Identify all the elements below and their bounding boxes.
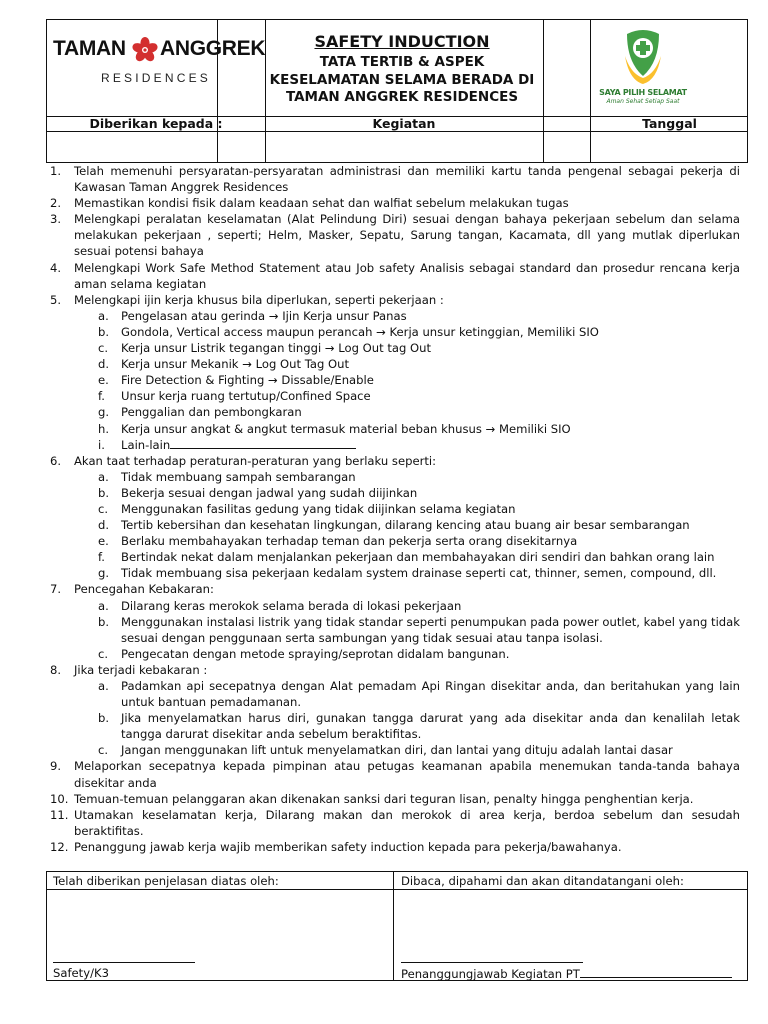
- rule-text: Melaporkan secepatnya kepada pimpinan atau petugas keamanan apabila menemukan tanda-tanda bahaya disekitar anda: [74, 759, 740, 790]
- logo-word-anggrek: ANGGREK: [160, 37, 266, 60]
- badge-title: SAYA PILIH SELAMAT: [599, 88, 687, 97]
- logo-subtitle: RESIDENCES: [100, 71, 212, 85]
- subitem-letter: i.: [98, 437, 105, 452]
- rule-subitem: [50, 485, 740, 501]
- subitem-letter: g.: [98, 566, 110, 581]
- signature-right-role: [401, 966, 732, 981]
- signature-line-left: [53, 962, 195, 963]
- rule-subitem: [50, 324, 740, 340]
- signature-row-divider: [47, 889, 747, 890]
- rule-item: [50, 581, 740, 597]
- subitem-letter: b.: [98, 485, 110, 500]
- subitem-text: Tertib kebersihan dan kesehatan lingkungan, dilarang kencing atau buang air besar sembarangan: [121, 518, 690, 533]
- rule-number: 12.: [50, 839, 69, 854]
- subitem-letter: f.: [98, 389, 105, 404]
- logo-word-taman: TAMAN: [53, 37, 126, 60]
- subitem-text: Menggunakan fasilitas gedung yang tidak diijinkan selama kegiatan: [121, 501, 516, 516]
- subitem-text: Kerja unsur Listrik tegangan tinggi → Log Out tag Out: [121, 341, 432, 356]
- rule-item: [50, 292, 740, 308]
- rule-subitem: [50, 372, 740, 388]
- subitem-text-wrap: [121, 614, 740, 646]
- subitem-text-wrap: [121, 501, 740, 517]
- rule-text: Utamakan keselamatan kerja, Dilarang makan dan merokok di area kerja, berdoa sebelum dan sesudah beraktifitas.: [74, 807, 740, 838]
- subitem-letter: g.: [98, 405, 110, 420]
- subitem-letter: d.: [98, 357, 110, 372]
- taman-anggrek-logo: [51, 37, 266, 109]
- rule-subitem: [50, 308, 740, 324]
- column-header-diberikan: Diberikan kepada :: [89, 116, 223, 131]
- rule-subitem: [50, 533, 740, 549]
- subitem-text-wrap: [121, 517, 740, 533]
- subitem-text-wrap: [121, 388, 740, 404]
- rule-number: 8.: [50, 662, 62, 677]
- subitem-text: Pengecatan dengan metode spraying/seprotan didalam bangunan.: [121, 646, 510, 661]
- subitem-text: Jika menyelamatkan harus diri, gunakan tangga darurat yang ada disekitar anda dan kenalilah letak tangga darurat disekitar anda sebelum beraktifitas.: [121, 711, 740, 742]
- rule-subitem: [50, 646, 740, 662]
- rule-subitem: [50, 421, 740, 437]
- rule-subitem: [50, 340, 740, 356]
- rule-text: Melengkapi ijin kerja khusus bila diperlukan, seperti pekerjaan :: [74, 292, 444, 307]
- subitem-letter: a.: [98, 598, 109, 613]
- rule-item: [50, 839, 740, 855]
- rule-item: [50, 195, 740, 211]
- subitem-letter: b.: [98, 614, 110, 629]
- subitem-letter: b.: [98, 711, 110, 726]
- signature-right-heading: Dibaca, dipahami dan akan ditandatangani oleh:: [401, 874, 684, 888]
- title-line: TAMAN ANGGREK RESIDENCES: [285, 89, 519, 105]
- subitem-text: Padamkan api secepatnya dengan Alat pemadam Api Ringan disekitar anda, dan beritahukan yang lain untuk bantuan pemadamanan.: [121, 679, 740, 710]
- rule-subitem: [50, 742, 740, 758]
- title-line: TATA TERTIB & ASPEK: [319, 54, 485, 70]
- rule-number: 10.: [50, 791, 69, 806]
- subitem-text-wrap: [121, 437, 740, 453]
- rule-subitem: [50, 469, 740, 485]
- subitem-text-wrap: [121, 678, 740, 710]
- subitem-letter: e.: [98, 534, 109, 549]
- company-name-blank[interactable]: [580, 966, 732, 978]
- rule-item: [50, 758, 740, 790]
- subitem-letter: d.: [98, 518, 110, 533]
- subitem-text: Bekerja sesuai dengan jadwal yang sudah diijinkan: [121, 485, 418, 500]
- subitem-text: Pengelasan atau gerinda → Ijin Kerja unsur Panas: [121, 308, 407, 323]
- rule-number: 6.: [50, 453, 62, 468]
- subitem-text-wrap: [121, 565, 740, 581]
- rule-subitem: [50, 710, 740, 742]
- rule-subitem: [50, 501, 740, 517]
- subitem-text-wrap: [121, 469, 740, 485]
- rule-item: [50, 163, 740, 195]
- rule-number: 11.: [50, 807, 69, 822]
- subitem-letter: c.: [98, 646, 109, 661]
- subitem-text: Fire Detection & Fighting → Dissable/Enable: [121, 373, 374, 388]
- subitem-letter: a.: [98, 308, 109, 323]
- subitem-text-wrap: [121, 372, 740, 388]
- signature-left-role: Safety/K3: [53, 966, 109, 980]
- subitem-letter: e.: [98, 373, 109, 388]
- rule-number: 7.: [50, 582, 62, 597]
- subitem-text: Kerja unsur angkat & angkut termasuk material beban khusus → Memiliki SIO: [121, 421, 571, 436]
- subitem-letter: c.: [98, 341, 109, 356]
- title-main: SAFETY INDUCTION: [314, 32, 490, 51]
- rule-subitem: [50, 356, 740, 372]
- subitem-text-wrap: [121, 421, 740, 437]
- rule-text: Pencegahan Kebakaran:: [74, 582, 214, 597]
- rule-item: [50, 791, 740, 807]
- subitem-letter: b.: [98, 324, 110, 339]
- title-line: KESELAMATAN SELAMA BERADA DI: [269, 71, 535, 88]
- rule-number: 3.: [50, 212, 62, 227]
- rule-text: Jika terjadi kebakaran :: [74, 662, 208, 677]
- rule-number: 2.: [50, 196, 62, 211]
- orchid-flower-icon: [132, 37, 158, 63]
- subitem-letter: c.: [98, 501, 109, 516]
- column-header-kegiatan: Kegiatan: [372, 116, 436, 131]
- subitem-text: Jangan menggunakan lift untuk menyelamatkan diri, dan lantai yang dituju adalah lantai dasar: [121, 743, 673, 758]
- rule-subitem: [50, 549, 740, 565]
- rule-subitem: [50, 517, 740, 533]
- subitem-text-wrap: [121, 324, 740, 340]
- subitem-text: Tidak membuang sampah sembarangan: [121, 469, 356, 484]
- rule-text: Memastikan kondisi fisik dalam keadaan sehat dan walfiat sebelum melakukan tugas: [74, 196, 569, 211]
- rule-text: Penanggung jawab kerja wajib memberikan safety induction kepada para pekerja/bawahanya.: [74, 839, 622, 854]
- rule-subitem: [50, 614, 740, 646]
- rule-item: [50, 453, 740, 469]
- header-divider: [543, 20, 544, 162]
- subitem-letter: f.: [98, 550, 105, 565]
- rule-text: Temuan-temuan pelanggaran akan dikenakan sanksi dari teguran lisan, penalty hingga penghentian kerja.: [74, 791, 694, 806]
- header-divider: [590, 20, 591, 162]
- column-header-tanggal: Tanggal: [642, 116, 697, 131]
- subitem-letter: a.: [98, 679, 109, 693]
- rule-number: 5.: [50, 292, 62, 307]
- badge-tagline: Aman Sehat Setiap Saat: [606, 98, 680, 105]
- subitem-letter: c.: [98, 743, 109, 758]
- document-title: [267, 32, 537, 107]
- shield-cross-icon: [623, 26, 663, 86]
- rule-number: 9.: [50, 759, 62, 774]
- subitem-text: Lain-lain: [121, 437, 171, 452]
- rule-text: Melengkapi Work Safe Method Statement atau Job safety Analisis sebagai standard dan prosedur rencana kerja aman selama kegiatan: [74, 260, 740, 291]
- rule-text: Melengkapi peralatan keselamatan (Alat Pelindung Diri) sesuai dengan bahaya pekerjaan sebelum dan selama melakukan pekerjaan , seperti; Helm, Masker, Sepatu, Sarung tangan, Kacamata, dll yang mutlak diperlukan sesuai potensi bahaya: [74, 212, 740, 259]
- rule-text: Telah memenuhi persyaratan-persyaratan administrasi dan memiliki kartu tanda pengenal sebagai pekerja di Kawasan Taman Anggrek Residences: [74, 164, 740, 195]
- subitem-text-wrap: [121, 742, 740, 758]
- signature-left-heading: Telah diberikan penjelasan diatas oleh:: [53, 874, 279, 888]
- subitem-text: Menggunakan instalasi listrik yang tidak standar seperti penumpukan pada power outlet, kabel yang tidak sesuai dengan penggunaan serta sambungan yang tidak sesuai atau tanpa isolasi.: [121, 614, 740, 645]
- rule-subitem: [50, 678, 740, 710]
- subitem-text: Tidak membuang sisa pekerjaan kedalam system drainase seperti cat, thinner, semen, compound, dll.: [121, 566, 717, 581]
- header-table: [46, 19, 748, 163]
- signature-line-right: [401, 962, 583, 963]
- rule-item: [50, 211, 740, 259]
- subitem-text-wrap: [121, 598, 740, 614]
- rule-subitem: [50, 565, 740, 581]
- header-row-divider: [47, 131, 747, 132]
- subitem-text: Kerja unsur Mekanik → Log Out Tag Out: [121, 357, 350, 372]
- subitem-text-wrap: [121, 533, 740, 549]
- subitem-text: Gondola, Vertical access maupun perancah → Kerja unsur ketinggian, Memiliki SIO: [121, 324, 599, 339]
- rules-list: [50, 163, 740, 855]
- rule-number: 4.: [50, 260, 62, 275]
- subitem-text-wrap: [121, 308, 740, 324]
- subitem-letter: h.: [98, 421, 110, 436]
- rule-text: Akan taat terhadap peraturan-peraturan yang berlaku seperti:: [74, 453, 437, 468]
- signature-right-role-text: Penanggungjawab Kegiatan PT: [401, 967, 580, 981]
- subitem-text: Unsur kerja ruang tertutup/Confined Space: [121, 389, 371, 404]
- saya-pilih-selamat-badge: [595, 24, 691, 112]
- rule-subitem: [50, 437, 740, 453]
- fill-in-blank[interactable]: [170, 438, 356, 449]
- subitem-text-wrap: [121, 646, 740, 662]
- rule-subitem: [50, 388, 740, 404]
- subitem-text: Berlaku membahayakan terhadap teman dan pekerja serta orang disekitarnya: [121, 534, 578, 549]
- signature-table: [46, 871, 748, 981]
- rule-subitem: [50, 404, 740, 420]
- rule-item: [50, 662, 740, 678]
- subitem-text-wrap: [121, 710, 740, 742]
- subitem-text-wrap: [121, 404, 740, 420]
- rule-number: 1.: [50, 164, 62, 178]
- subitem-letter: a.: [98, 469, 109, 484]
- subitem-text: Dilarang keras merokok selama berada di lokasi pekerjaan: [121, 598, 462, 613]
- subitem-text-wrap: [121, 340, 740, 356]
- rule-subitem: [50, 598, 740, 614]
- rule-item: [50, 260, 740, 292]
- subitem-text-wrap: [121, 549, 740, 565]
- subitem-text: Penggalian dan pembongkaran: [121, 405, 302, 420]
- subitem-text-wrap: [121, 356, 740, 372]
- subitem-text: Bertindak nekat dalam menjalankan pekerjaan dan membahayakan diri sendiri dan bahkan orang lain: [121, 550, 715, 565]
- rule-item: [50, 807, 740, 839]
- subitem-text-wrap: [121, 485, 740, 501]
